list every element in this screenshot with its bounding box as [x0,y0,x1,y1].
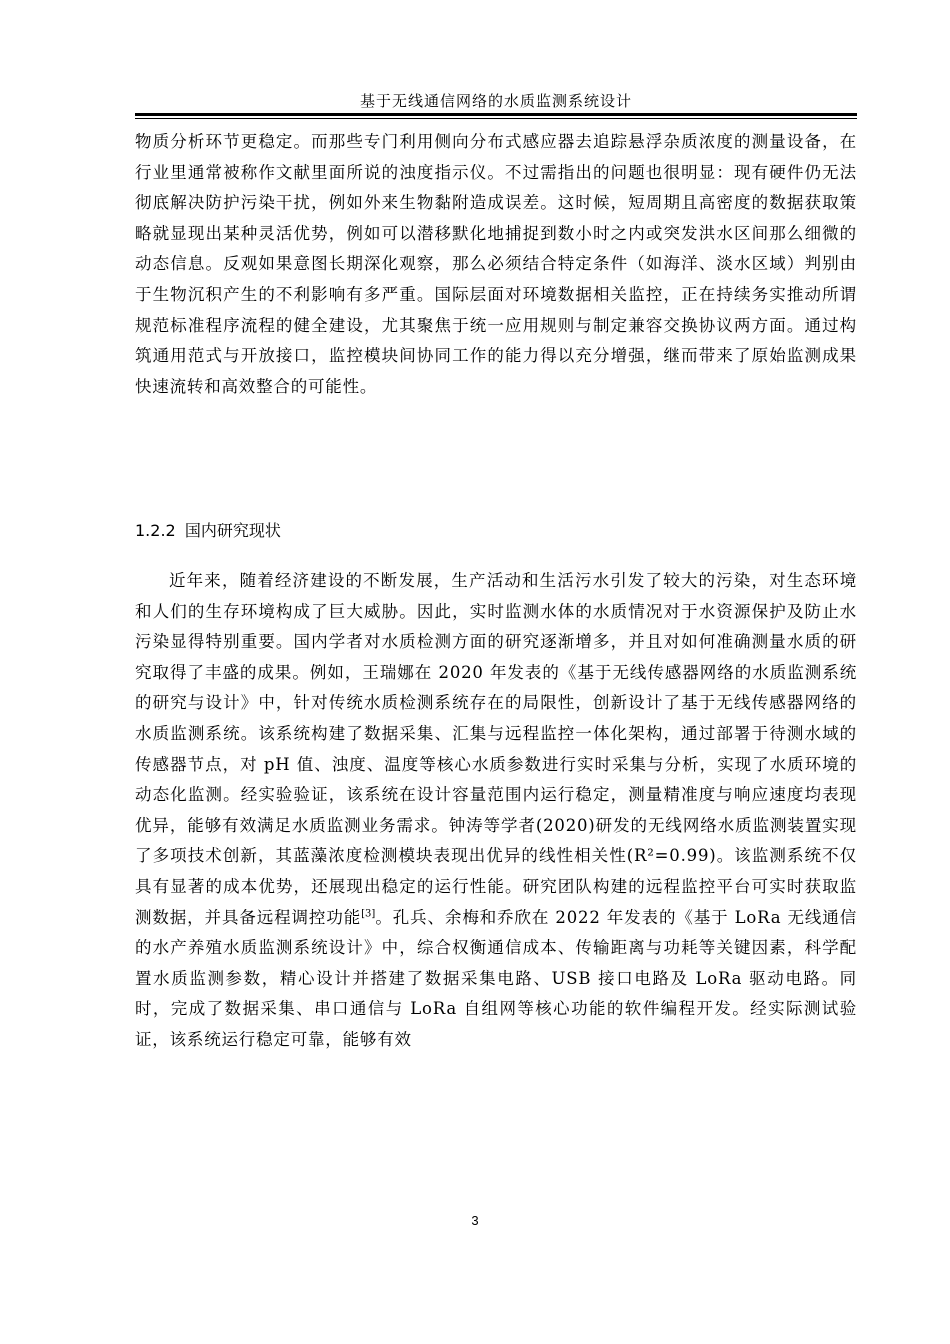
section-title: 国内研究现状 [184,521,281,540]
main-paragraph [135,566,857,1056]
page-number: 3 [471,1213,479,1228]
paragraph-text: 近年来，随着经济建设的不断发展，生产活动和生活污水引发了较大的污染，对生态环境和人们的生存环境构成了巨大威胁。因此，实时监测水体的水质情况对于水资源保护及防止水污染显得特别重要。国内学者对水质检测方面的研究逐渐增多，并且对如何准确测量水质的研究取得了丰盛的成果。例如，王瑞娜在 2020 年发表的《基于无线传感器网络的水质监测系统的研究与设计》中，针对传统水质检测系统存在的局限性，创新设计了基于无线传感器网络的水质监测系统。该系统构建了数据采集、汇集与远程监控一体化架构，通过部署于待测水域的传感器节点，对 pH 值、浊度、温度等核心水质参数进行实时采集与分析，实现了水质环境的动态化监测。经实验验证，该系统在设计容量范围内运行稳定，测量精准度与响应速度均表现优异，能够有效满足水质监测业务需求。钟涛等学者(2020)研发的无线网络水质监测装置实现了多项技术创新，其蓝藻浓度检测模块表现出优异的线性相关性(R²=0.99)。该监测系统不仅具有显著的成本优势，还展现出稳定的运行性能。研究团队构建的远程监控平台可实时获取监测数据，并具备远程调控功能 [135,571,857,927]
citation-reference[interactable]: [3] [361,908,376,920]
continued-paragraph: 物质分析环节更稳定。而那些专门利用侧向分布式感应器去追踪悬浮杂质浓度的测量设备，在行业里通常被称作文献里面所说的浊度指示仪。不过需指出的问题也很明显：现有硬件仍无法彻底解决防护污染干扰，例如外来生物黏附造成误差。这时候，短周期且高密度的数据获取策略就显现出某种灵活优势，例如可以潜移默化地捕捉到数小时之内或突发洪水区间那么细微的动态信息。反观如果意图长期深化观察，那么必须结合特定条件（如海洋、淡水区域）判别由于生物沉积产生的不利影响有多严重。国际层面对环境数据相关监控，正在持续务实推动所谓规范标准程序流程的健全建设，尤其聚焦于统一应用规则与制定兼容交换协议两方面。通过构筑通用范式与开放接口，监控模块间协同工作的能力得以充分增强，继而带来了原始监测成果快速流转和高效整合的可能性。 [135,132,857,396]
section-number: 1.2.2 [135,521,176,540]
running-header: 基于无线通信网络的水质监测系统设计 [359,92,632,110]
header-rule-thin [135,118,857,119]
section-heading [135,519,281,543]
paragraph-text-continued: 。孔兵、余梅和乔欣在 2022 年发表的《基于 LoRa 无线通信的水产养殖水质监测系统设计》中，综合权衡通信成本、传输距离与功耗等关键因素，科学配置水质监测参数，精心设计并搭建了数据采集电路、USB 接口电路及 LoRa 驱动电路。同时，完成了数据采集、串口通信与 LoRa 自组网等核心功能的软件编程开发。经实际测试验证，该系统运行稳定可靠，能够有效 [135,907,857,1049]
header-rule [135,113,857,116]
